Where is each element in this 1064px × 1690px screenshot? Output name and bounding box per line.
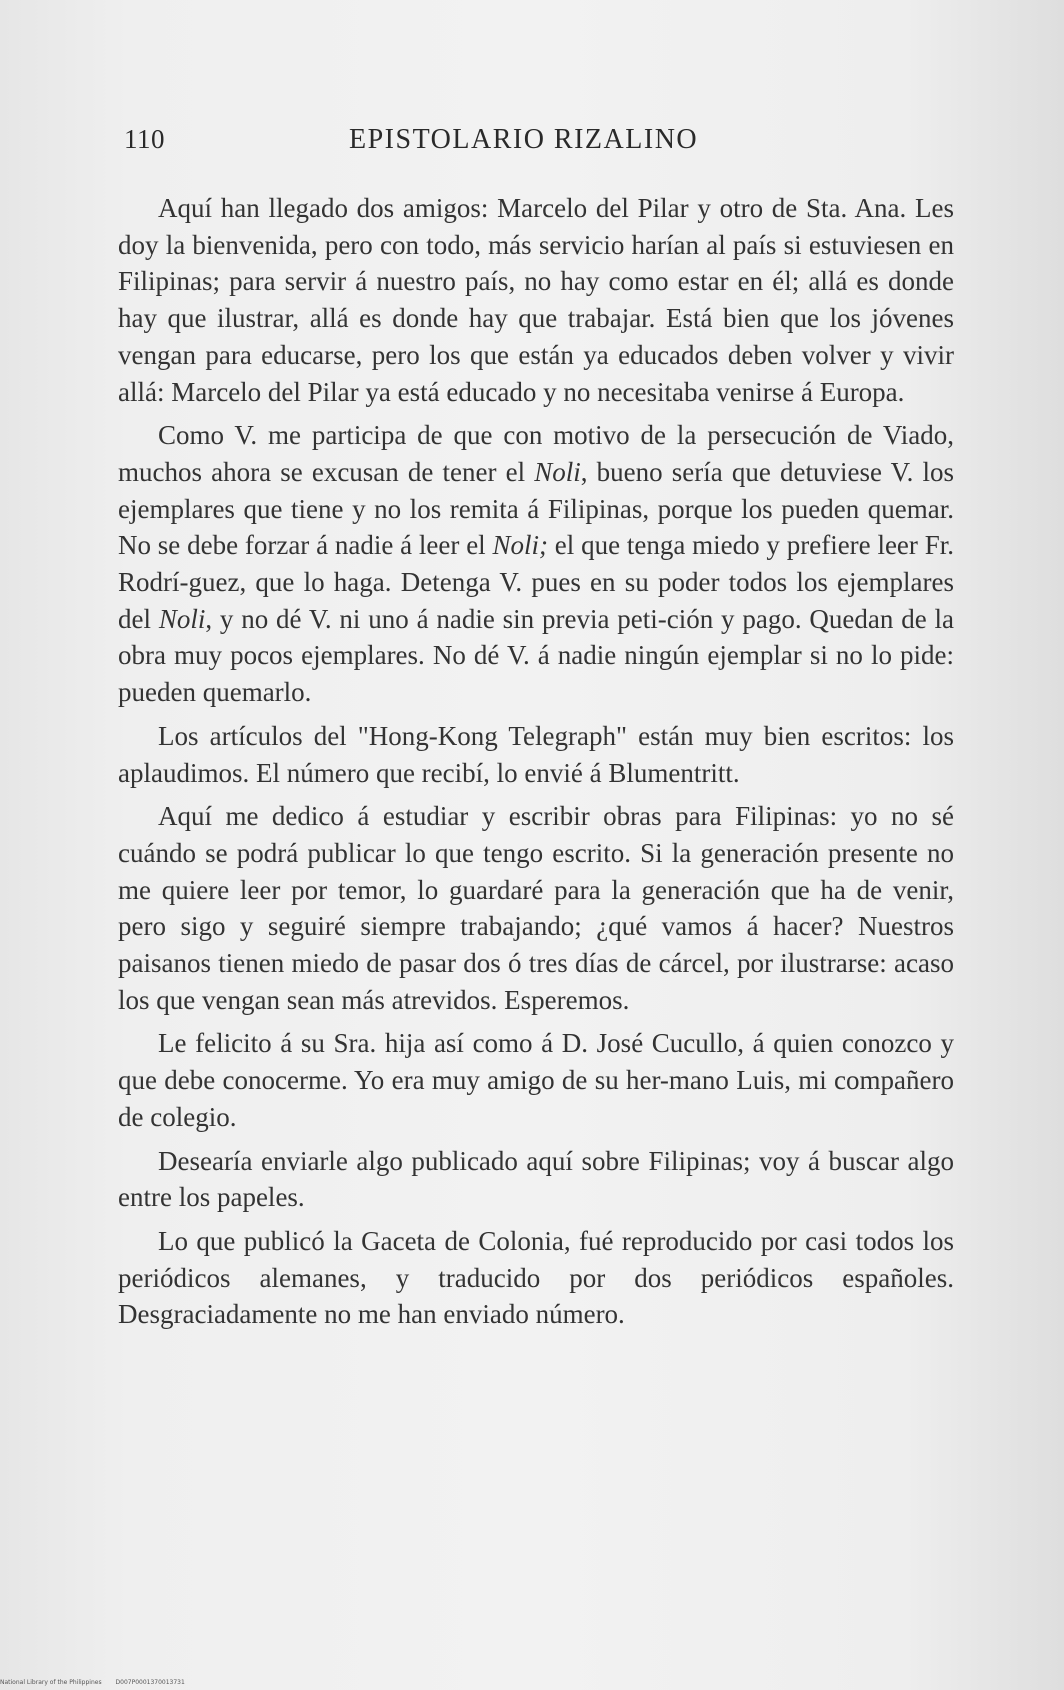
paragraph [118, 718, 954, 791]
paragraph-text: Lo que publicó la Gaceta de Colonia, fué reproducido por casi todos los periódicos alemanes, y traducido por dos periódicos españoles. Desgraciadamente no me han enviado número. [118, 1225, 954, 1330]
paragraph-text: el que tenga miedo y prefiere leer Fr. Rodrí-guez, que lo haga. Detenga V. pues en su poder todos los ejemplares del [118, 530, 954, 634]
paragraph [118, 1143, 954, 1216]
paragraph-text: Aquí me dedico á estudiar y escribir obras para Filipinas: yo no sé cuándo se podrá publicar lo que tengo escrito. Si la generación presente no me quiere leer por temor, lo guardaré para la generación que ha de venir, pero sigo y seguiré siempre trabajando; ¿qué vamos á hacer? Nuestros paisanos tienen miedo de pasar dos ó tres días de cárcel, por ilustrarse: acaso los que vengan sean más atrevidos. Esperemos. [118, 801, 954, 1015]
paragraph-text: Desearía enviarle algo publicado aquí sobre Filipinas; voy á buscar algo entre los papeles. [118, 1145, 954, 1213]
paragraph [118, 1223, 954, 1333]
paragraph [118, 798, 954, 1018]
footer-library: National Library of the Philippines [0, 1679, 102, 1686]
paragraph [118, 1025, 954, 1135]
italic-title-text: Noli [158, 603, 206, 634]
footer-code: D007P0001370013731 [115, 1679, 185, 1686]
scan-footer [0, 1676, 197, 1690]
page-header [124, 124, 954, 164]
paragraph-text: , y no dé V. ni uno á nadie sin previa peti-ción y pago. Quedan de la obra muy pocos ejemplares. No dé V. á nadie ningún ejemplar si no lo pide: pueden quemarlo. [118, 603, 954, 708]
paragraph-text: , bueno sería que detuviese V. los ejemplares que tiene y no los remita á Filipinas, porque los pueden quemar. No se debe forzar á nadie á leer el [118, 456, 954, 561]
italic-title-text: Noli; [492, 530, 548, 561]
paragraph [118, 417, 954, 711]
paragraph-text: Como V. me participa de que con motivo de la persecución de Viado, muchos ahora se excusan de tener el [118, 420, 954, 487]
paragraph-text: Aquí han llegado dos amigos: Marcelo del Pilar y otro de Sta. Ana. Les doy la bienvenida, pero con todo, más servicio harían al país si estuviesen en Filipinas; para servir á nuestro país, no hay como estar en él; allá es donde hay que ilustrar, allá es donde hay que trabajar. Está bien que los jóvenes vengan para educarse, pero los que están ya educados deben volver y vivir allá: Marcelo del Pilar ya está educado y no necesitaba venirse á Europa. [118, 193, 954, 407]
paragraph-text: Le felicito á su Sra. hija así como á D. José Cucullo, á quien conozco y que debe conocerme. Yo era muy amigo de su her-mano Luis, mi compañero de colegio. [118, 1028, 954, 1132]
paragraph [118, 190, 954, 410]
letter-body [118, 190, 954, 1340]
page-number: 110 [124, 124, 165, 154]
italic-title-text: Noli [534, 456, 581, 487]
paragraph-text: Los artículos del "Hong-Kong Telegraph" están muy bien escritos: los aplaudimos. El número que recibí, lo envié á Blumentritt. [118, 720, 954, 788]
running-title: EPISTOLARIO RIZALINO [349, 124, 699, 155]
